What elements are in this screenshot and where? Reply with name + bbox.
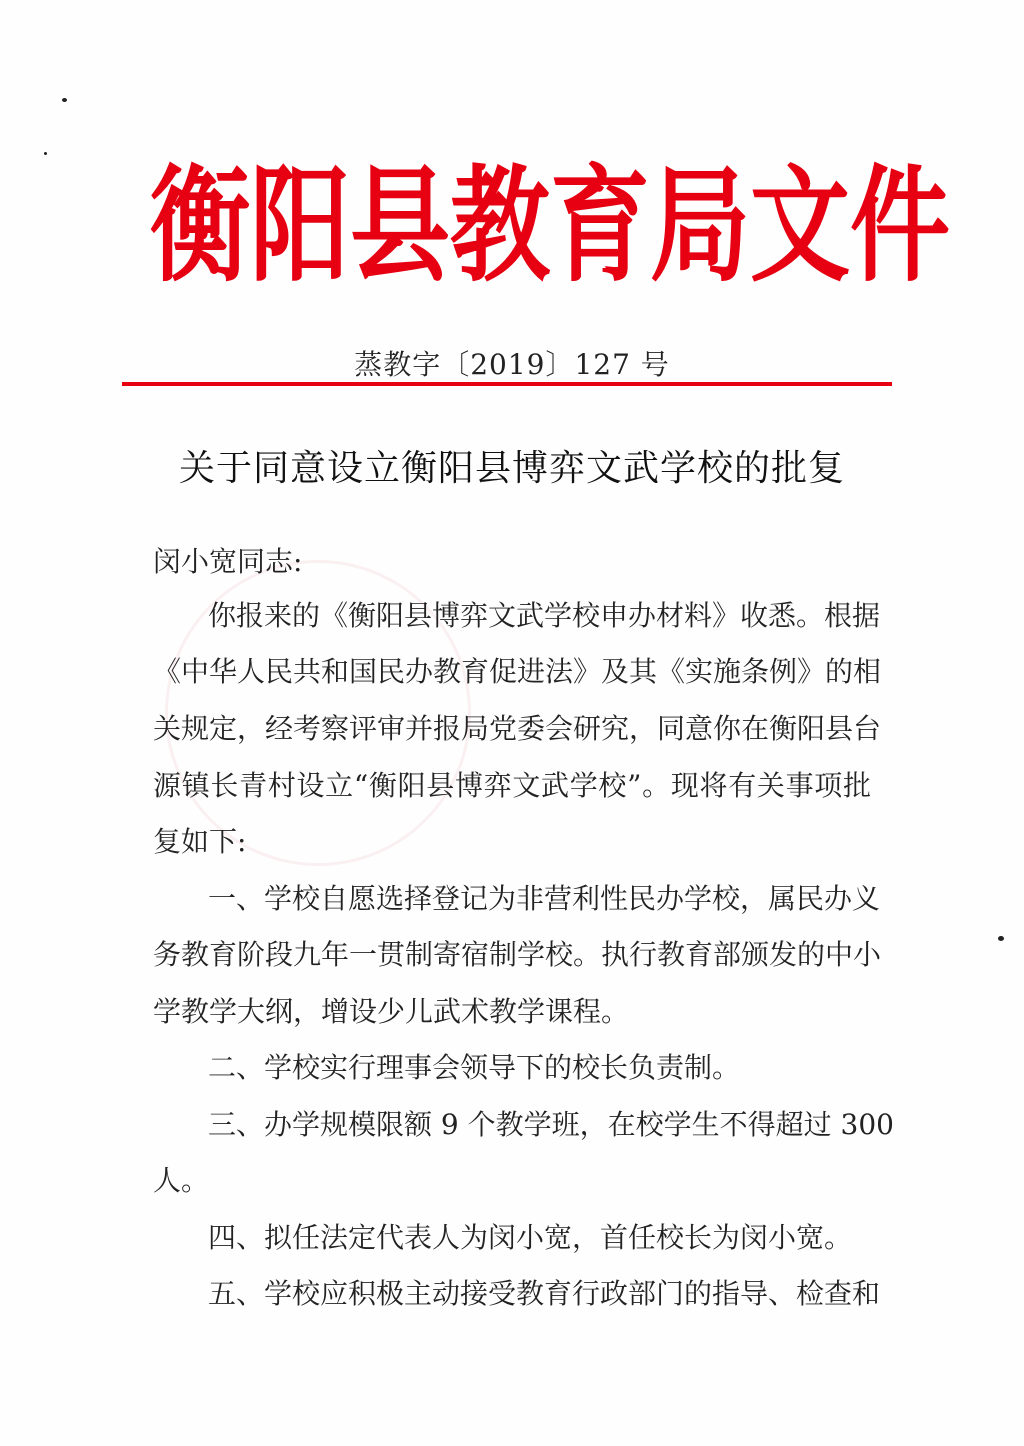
body-line: 关规定，经考察评审并报局党委会研究，同意你在衡阳县台 [153, 712, 882, 745]
scan-speck [998, 936, 1004, 941]
masthead-char: 局 [650, 151, 750, 299]
body-line: 五、学校应积极主动接受教育行政部门的指导、检查和 [208, 1277, 881, 1310]
body-line: 《中华人民共和国民办教育促进法》及其《实施条例》的相 [153, 655, 882, 688]
masthead [150, 150, 950, 300]
masthead-char: 文 [750, 151, 850, 299]
masthead-char: 件 [850, 151, 950, 299]
body-line: 三、办学规模限额 9 个教学班，在校学生不得超过 300 [208, 1108, 894, 1141]
body-line: 四、拟任法定代表人为闵小宽，首任校长为闵小宽。 [208, 1221, 853, 1254]
scan-speck [44, 152, 47, 155]
scan-speck [62, 98, 67, 102]
masthead-char: 衡 [150, 151, 250, 299]
body-line: 人。 [153, 1164, 210, 1197]
document-title: 关于同意设立衡阳县博弈文武学校的批复 [178, 448, 845, 489]
body-line: 学教学大纲，增设少儿武术教学课程。 [153, 995, 630, 1028]
body-line: 一、学校自愿选择登记为非营利性民办学校，属民办义 [208, 882, 881, 915]
body-line: 复如下: [153, 825, 247, 858]
document-number: 蒸教字〔2019〕127 号 [354, 348, 670, 381]
salutation: 闵小宽同志: [153, 545, 303, 578]
masthead-char: 育 [550, 151, 650, 299]
body-line: 你报来的《衡阳县博弈文武学校申办材料》收悉。根据 [208, 599, 881, 632]
body-line: 二、学校实行理事会领导下的校长负责制。 [208, 1051, 741, 1084]
masthead-char: 教 [450, 151, 550, 299]
red-separator-rule [122, 382, 892, 386]
masthead-char: 县 [350, 151, 450, 299]
masthead-char: 阳 [250, 151, 350, 299]
body-line: 源镇长青村设立“衡阳县博弈文武学校”。现将有关事项批 [153, 769, 871, 802]
body-line: 务教育阶段九年一贯制寄宿制学校。执行教育部颁发的中小 [153, 938, 882, 971]
